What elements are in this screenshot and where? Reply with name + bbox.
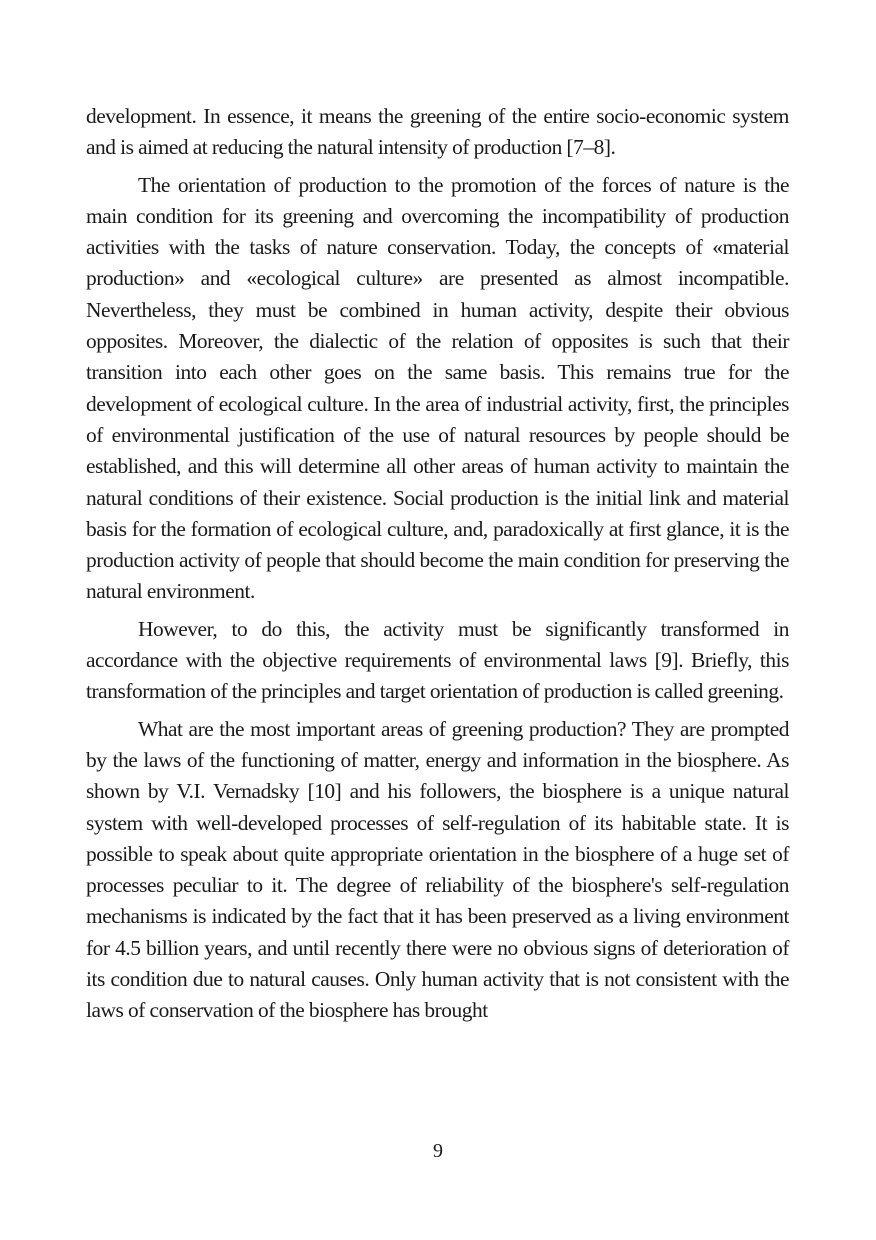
- paragraph-3: However, to do this, the activity must be significantly transformed in accordance with the objective requirements of environmental laws [9]. Briefly, this transformation of the principles and target orientation of production is called greening.: [86, 616, 789, 704]
- document-page-body: [86, 101, 789, 1033]
- page-number: 9: [433, 1140, 443, 1162]
- paragraph-2: The orientation of production to the promotion of the forces of nature is the main condition for its greening and overcoming the incompatibility of production activities with the tasks of nature conservation. Today, the concepts of «material production» and «ecological culture» are presented as almost incompatible. Nevertheless, they must be combined in human activity, despite their obvious opposites. Moreover, the dialectic of the relation of opposites is such that their transition into each other goes on the same basis. This remains true for the development of ecological culture. In the area of industrial activity, first, the principles of environmental justification of the use of natural resources by people should be established, and this will determine all other areas of human activity to maintain the natural conditions of their existence. Social production is the initial link and material basis for the formation of ecological culture, and, paradoxically at first glance, it is the production activity of people that should become the main condition for preserving the natural environment.: [86, 172, 789, 604]
- paragraph-1: development. In essence, it means the greening of the entire socio-economic system and is aimed at reducing the natural intensity of production [7–8].: [86, 104, 789, 160]
- paragraph-4: What are the most important areas of greening production? They are prompted by the laws of the functioning of matter, energy and information in the biosphere. As shown by V.I. Vernadsky [10] and his followers, the biosphere is a unique natural system with well-developed processes of self-regulation of its habitable state. It is possible to speak about quite appropriate orientation in the biosphere of a huge set of processes peculiar to it. The degree of reliability of the biosphere's self-regulation mechanisms is indicated by the fact that it has been preserved as a living environment for 4.5 billion years, and until recently there were no obvious signs of deterioration of its condition due to natural causes. Only human activity that is not consistent with the laws of conservation of the biosphere has brought: [86, 716, 789, 1023]
